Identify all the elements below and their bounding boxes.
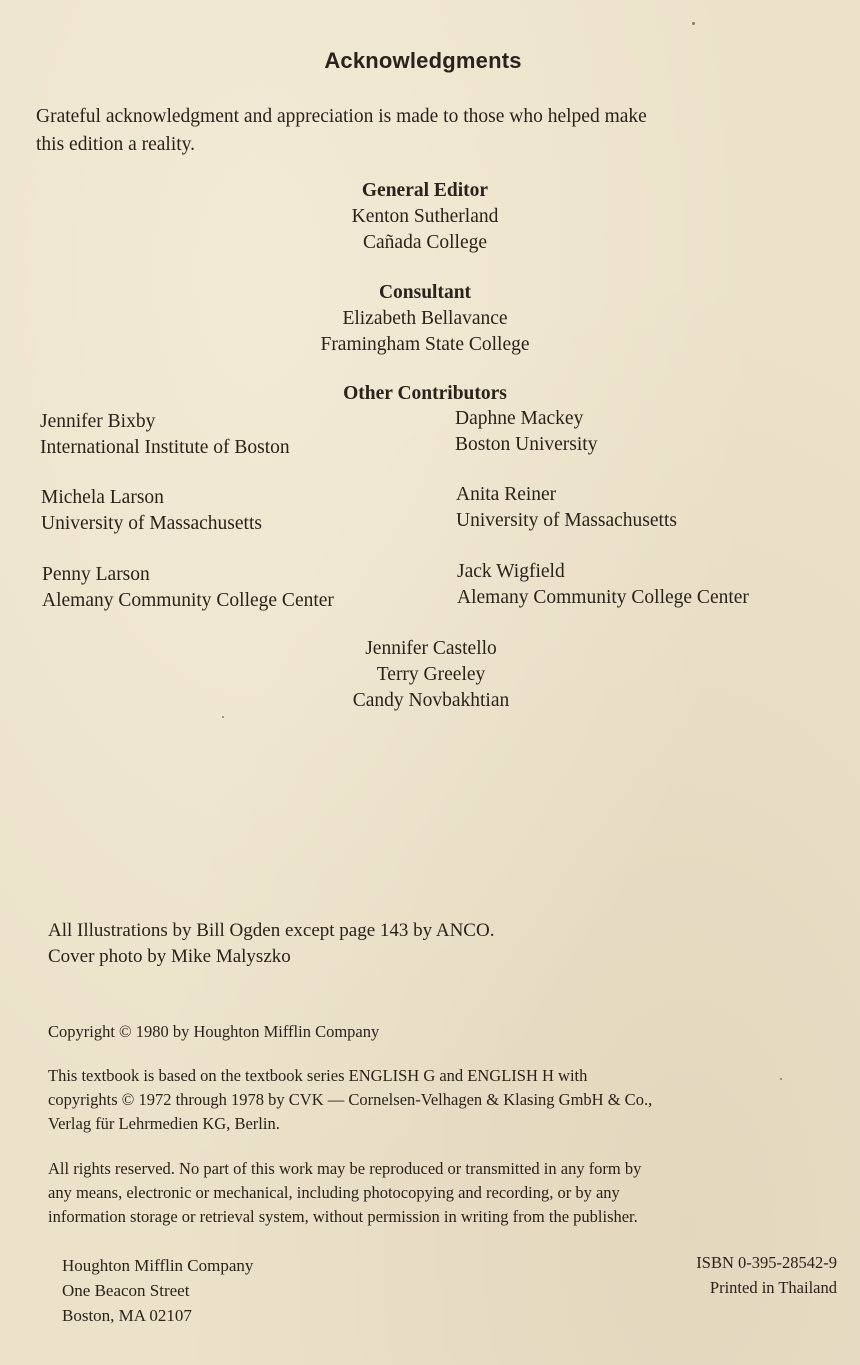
based-on-line: Verlag für Lehrmedien KG, Berlin. [48,1114,280,1133]
rights-line: any means, electronic or mechanical, including photocopying and recording, or by any [48,1183,620,1202]
based-on-line: copyrights © 1972 through 1978 by CVK — Cornelsen-Velhagen & Klasing GmbH & Co., [48,1090,653,1109]
person-name: Jennifer Castello [365,638,497,659]
address-line: Boston, MA 02107 [62,1306,192,1325]
general-editor-section [0,178,850,256]
based-on-notice [48,1064,838,1136]
credit-line: All Illustrations by Bill Ogden except page 143 by ANCO. [48,920,495,941]
contributor-entry [40,409,290,461]
intro-paragraph [36,103,816,159]
person-affiliation: Framingham State College [320,334,530,355]
paper-speck [222,716,224,718]
person-name: Jennifer Bixby [40,411,156,432]
person-affiliation: International Institute of Boston [40,437,290,458]
contributor-entry [41,485,262,537]
person-name: Kenton Sutherland [351,206,499,227]
person-name: Jack Wigfield [457,561,565,582]
additional-contributors [0,636,860,714]
person-name: Penny Larson [42,564,150,585]
person-affiliation: Alemany Community College Center [42,590,334,611]
credit-line: Cover photo by Mike Malyszko [48,946,291,967]
rights-line: All rights reserved. No part of this work may be reproduced or transmitted in any form by [48,1159,642,1178]
person-name: Terry Greeley [376,664,486,685]
consultant-section [0,280,850,358]
rights-line: information storage or retrieval system, without permission in writing from the publisher. [48,1207,638,1226]
publisher-address [62,1253,382,1328]
paper-speck [692,22,695,25]
person-name: Candy Novbakhtian [352,690,510,711]
address-line: One Beacon Street [62,1281,190,1300]
person-affiliation: University of Massachusetts [41,513,262,534]
intro-line: this edition a reality. [36,134,196,155]
person-name: Anita Reiner [456,484,557,505]
person-affiliation: University of Massachusetts [456,510,677,531]
person-name: Daphne Mackey [455,408,584,429]
intro-line: Grateful acknowledgment and appreciation is made to those who helped make [36,106,647,127]
illustration-credits [48,918,748,970]
copyright-line: Copyright © 1980 by Houghton Mifflin Company [48,1022,380,1041]
isbn-number: ISBN 0-395-28542-9 [696,1253,837,1272]
section-title: Other Contributors [343,383,507,404]
section-title: General Editor [361,180,489,201]
rights-notice [48,1157,838,1229]
contributor-entry [457,559,749,611]
person-name: Michela Larson [41,487,164,508]
person-affiliation: Cañada College [363,232,487,253]
other-contributors-section [0,381,850,407]
based-on-line: This textbook is based on the textbook series ENGLISH G and ENGLISH H with [48,1066,588,1085]
person-name: Elizabeth Bellavance [342,308,508,329]
contributor-entry [456,482,677,534]
section-title: Consultant [378,282,472,303]
address-line: Houghton Mifflin Company [62,1256,254,1275]
paper-speck [780,1078,782,1080]
printed-in: Printed in Thailand [709,1278,837,1297]
contributor-entry [455,406,597,458]
person-affiliation: Boston University [455,434,598,455]
person-affiliation: Alemany Community College Center [457,587,749,608]
isbn-block [560,1250,837,1300]
copyright-notice [48,1020,828,1044]
contributor-entry [42,562,334,614]
page-heading: Acknowledgments [324,48,522,73]
